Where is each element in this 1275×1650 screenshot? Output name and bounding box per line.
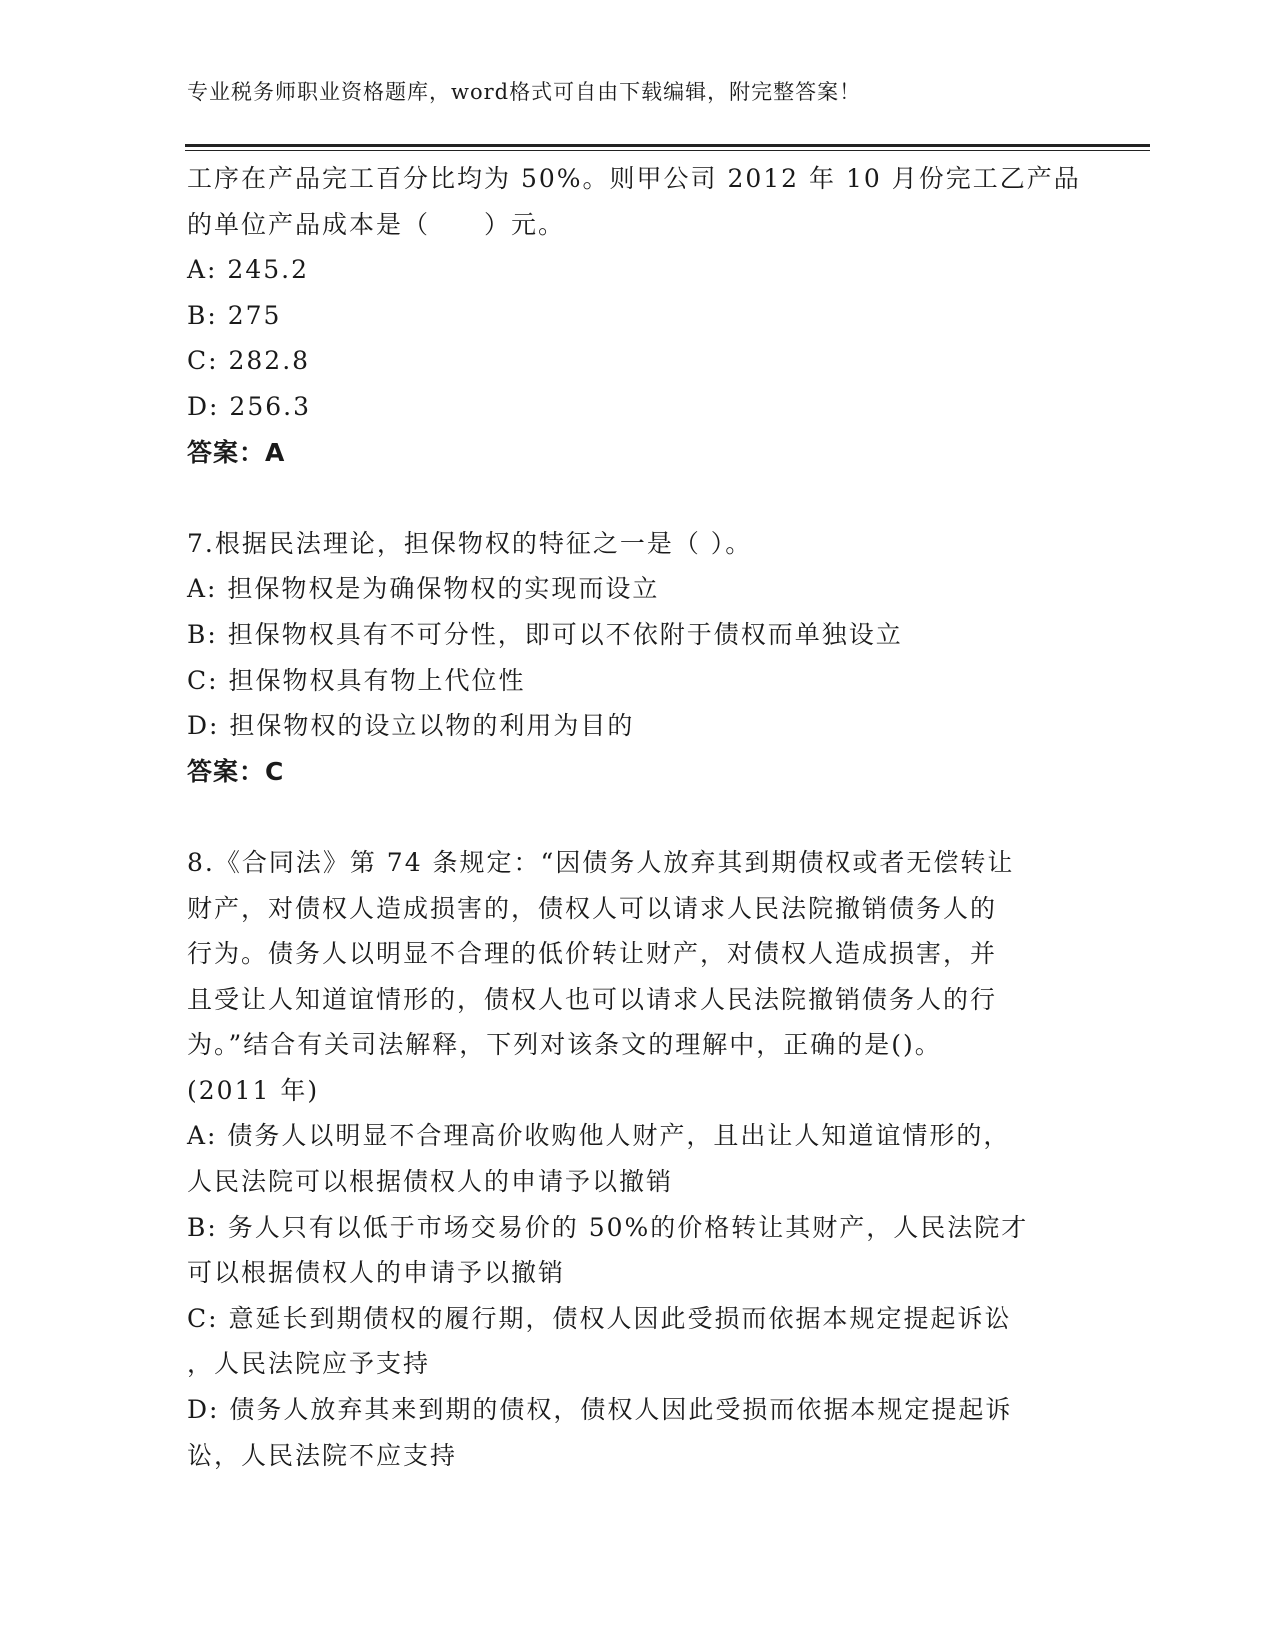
question-stem-line: 行为。债务人以明显不合理的低价转让财产，对债权人造成损害，并 [187,939,998,969]
option-c: C: 担保物权具有物上代位性 [187,665,526,695]
option-b-continued: 可以根据债权人的申请予以撤销 [187,1258,566,1288]
option-d: D: 担保物权的设立以物的利用为目的 [187,711,635,741]
header-rule-thick [185,144,1150,147]
option-c: C: 282.8 [187,346,311,376]
question-stem-line: 工序在产品完工百分比均为 50%。则甲公司 2012 年 10 月份完工乙产品 [187,164,1081,193]
spacer [187,475,1087,521]
answer-label: 答案：A [187,437,286,467]
page-header: 专业税务师职业资格题库，word格式可自由下载编辑，附完整答案！ [187,80,862,104]
header-rule-thin [185,150,1150,151]
option-c: C: 意延长到期债权的履行期，债权人因此受损而依据本规定提起诉讼 [187,1303,1012,1333]
question-stem-line: 且受让人知道谊情形的，债权人也可以请求人民法院撤销债务人的行 [187,984,998,1014]
option-b: B: 务人只有以低于市场交易价的 50%的价格转让其财产，人民法院才 [187,1212,1029,1242]
option-d: D: 债务人放弃其来到期的债权，债权人因此受损而依据本规定提起诉 [187,1395,1013,1425]
question-6 [187,156,1087,475]
option-c-continued: ，人民法院应予支持 [187,1349,431,1379]
option-a: A: 债务人以明显不合理高价收购他人财产，且出让人知道谊情形的， [187,1121,1011,1151]
option-b: B: 275 [187,300,282,330]
answer-label: 答案：C [187,756,285,786]
option-b: B: 担保物权具有不可分性，即可以不依附于债权而单独设立 [187,619,903,649]
question-7 [187,521,1087,795]
option-d-continued: 讼，人民法院不应支持 [187,1440,458,1470]
question-stem-line: 7.根据民法理论，担保物权的特征之一是（ ）。 [187,528,753,558]
spacer [187,794,1087,840]
question-stem-line: 财产，对债权人造成损害的，债权人可以请求人民法院撤销债务人的 [187,893,998,923]
question-year: (2011 年) [187,1075,320,1105]
question-stem-line: 的单位产品成本是（ ）元。 [187,209,566,239]
question-content [187,156,1087,1478]
question-8 [187,840,1087,1478]
option-d: D: 256.3 [187,391,311,421]
question-stem-line: 为。”结合有关司法解释，下列对该条文的理解中，正确的是()。 [187,1030,942,1060]
option-a-continued: 人民法院可以根据债权人的申请予以撤销 [187,1167,674,1197]
question-stem-line: 8.《合同法》第 74 条规定：“因债务人放弃其到期债权或者无偿转让 [187,847,1015,877]
option-a: A: 245.2 [187,255,309,285]
option-a: A: 担保物权是为确保物权的实现而设立 [187,574,660,604]
